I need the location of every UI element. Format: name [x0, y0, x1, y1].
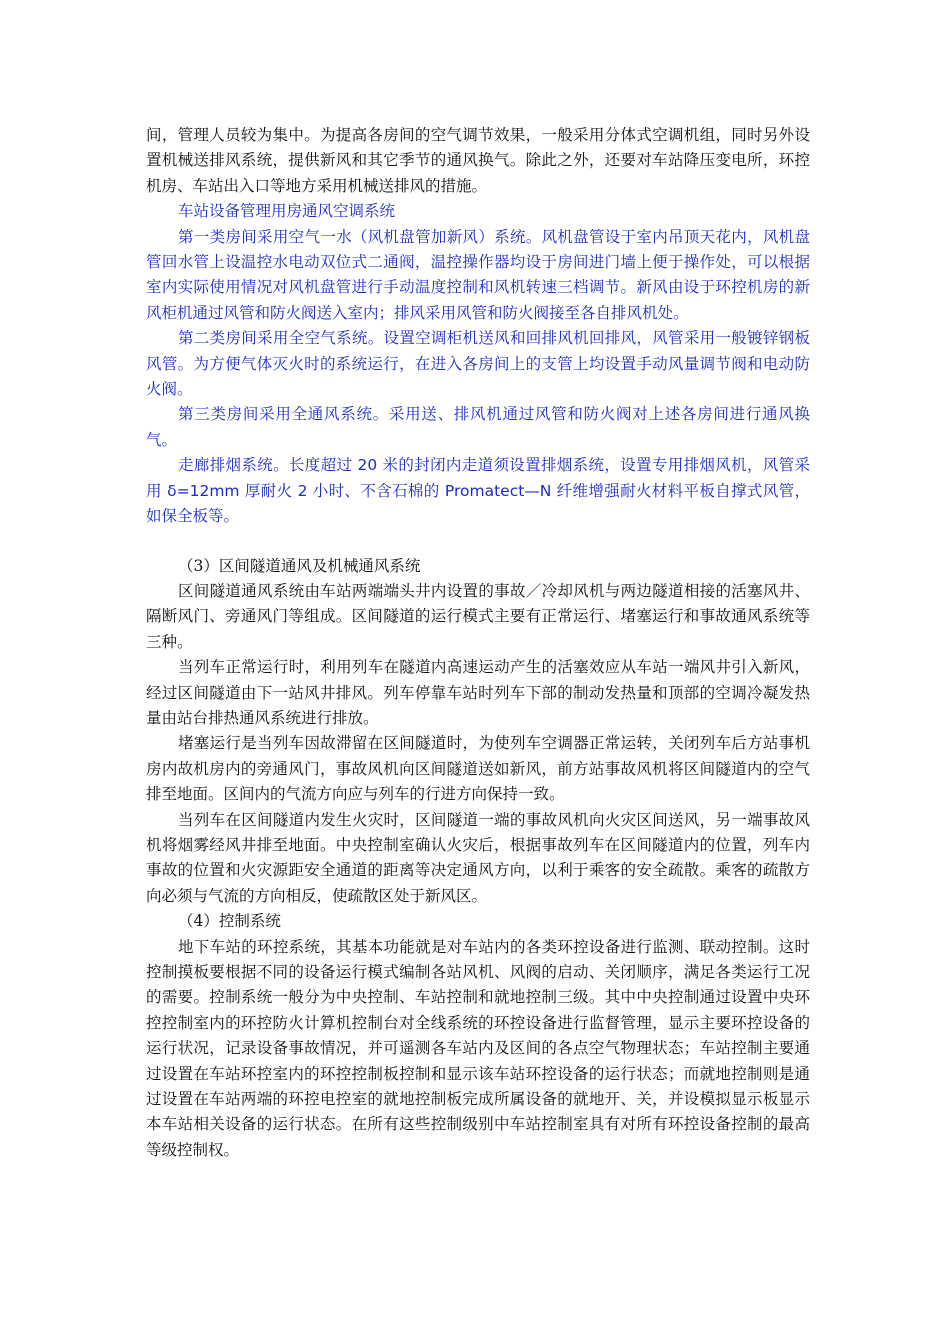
paragraph-room-type-3: 第三类房间采用全通风系统。采用送、排风机通过风管和防火阀对上述各房间进行通风换气。: [146, 405, 810, 449]
section-heading-control-system: （4）控制系统: [178, 912, 281, 931]
section-heading-tunnel-ventilation: （3）区间隧道通风及机械通风系统: [178, 556, 421, 575]
section-heading-equipment-rooms: 车站设备管理用房通风空调系统: [178, 202, 396, 221]
document-body: [146, 123, 810, 1163]
paragraph-corridor-smoke-exhaust: 走廊排烟系统。长度超过 20 米的封闭内走道须设置排烟系统，设置专用排烟风机，风管采用 δ=12mm 厚耐火 2 小时、不含石棉的 Promatect—N 纤维增强耐火材料平板自撑式风管，如保全板等。: [146, 456, 810, 526]
section-spacer: [146, 530, 810, 554]
paragraph-tunnel-system: 区间隧道通风系统由车站两端端头井内设置的事故／冷却风机与两边隧道相接的活塞风井、隔断风门、旁通风门等组成。区间隧道的运行模式主要有正常运行、堵塞运行和事故通风系统等三种。: [146, 581, 810, 651]
paragraph-blocked-operation: 堵塞运行是当列车因故滞留在区间隧道时，为使列车空调器正常运转，关闭列车后方站事机房内故机房内的旁通风门，事故风机向区间隧道送如新风，前方站事故风机将区间隧道内的空气排至地面。区间内的气流方向应与列车的行进方向保持一致。: [146, 734, 810, 804]
equipment-room-ventilation-section: [146, 199, 810, 529]
paragraph-fire-operation: 当列车在区间隧道内发生火灾时，区间隧道一端的事故风机向火灾区间送风，另一端事故风机将烟雾经风井排至地面。中央控制室确认火灾后，根据事故列车在区间隧道内的位置，列车内事故的位置和火灾源距安全通道的距离等决定通风方向，以利于乘客的安全疏散。乘客的疏散方向必须与气流的方向相反，使疏散区处于新风区。: [146, 810, 810, 905]
tunnel-ventilation-section: [146, 554, 810, 910]
paragraph-normal-operation: 当列车正常运行时，利用列车在隧道内高速运动产生的活塞效应从车站一端风井引入新风，经过区间隧道由下一站风井排风。列车停靠车站时列车下部的制动发热量和顶部的空调冷凝发热量由站台排热通风系统进行排放。: [146, 658, 810, 727]
paragraph-room-type-1: 第一类房间采用空气一水（风机盘管加新风）系统。风机盘管设于室内吊顶天花内，风机盘管回水管上设温控水电动双位式二通阀，温控操作器均设于房间进门墙上便于操作处，可以根据室内实际使用情况对风机盘管进行手动温度控制和风机转速三档调节。新风由设于环控机房的新风柜机通过风管和防火阀送入室内；排风采用风管和防火阀接至各自排风机处。: [146, 227, 810, 322]
intro-paragraph: 间，管理人员较为集中。为提高各房间的空气调节效果，一般采用分体式空调机组，同时另外设置机械送排风系统，提供新风和其它季节的通风换气。除此之外，还要对车站降压变电所，环控机房、车站出入口等地方采用机械送排风的措施。: [146, 126, 810, 195]
control-system-section: [146, 909, 810, 1163]
paragraph-control-system: 地下车站的环控系统，其基本功能就是对车站内的各类环控设备进行监测、联动控制。这时控制摸板要根据不同的设备运行模式编制各站风机、风阀的启动、关闭顺序，满足各类运行工况的需要。控制系统一般分为中央控制、车站控制和就地控制三级。其中中央控制通过设置中央环控控制室内的环控防火计算机控制台对全线系统的环控设备进行监督管理，显示主要环控设备的运行状况，记录设备事故情况，并可遥测各车站内及区间的各点空气物理状态；车站控制主要通过设置在车站环控室内的环控控制板控制和显示该车站环控设备的运行状态；而就地控制则是通过设置在车站两端的环控电控室的就地控制板完成所属设备的就地开、关，并设模拟显示板显示本车站相关设备的运行状态。在所有这些控制级别中车站控制室具有对所有环控设备控制的最高等级控制权。: [146, 937, 810, 1159]
paragraph-room-type-2: 第二类房间采用全空气系统。设置空调柜机送风和回排风机回排风，风管采用一般镀锌钢板风管。为方便气体灭火时的系统运行，在进入各房间上的支管上均设置手动风量调节阀和电动防火阀。: [146, 329, 810, 399]
